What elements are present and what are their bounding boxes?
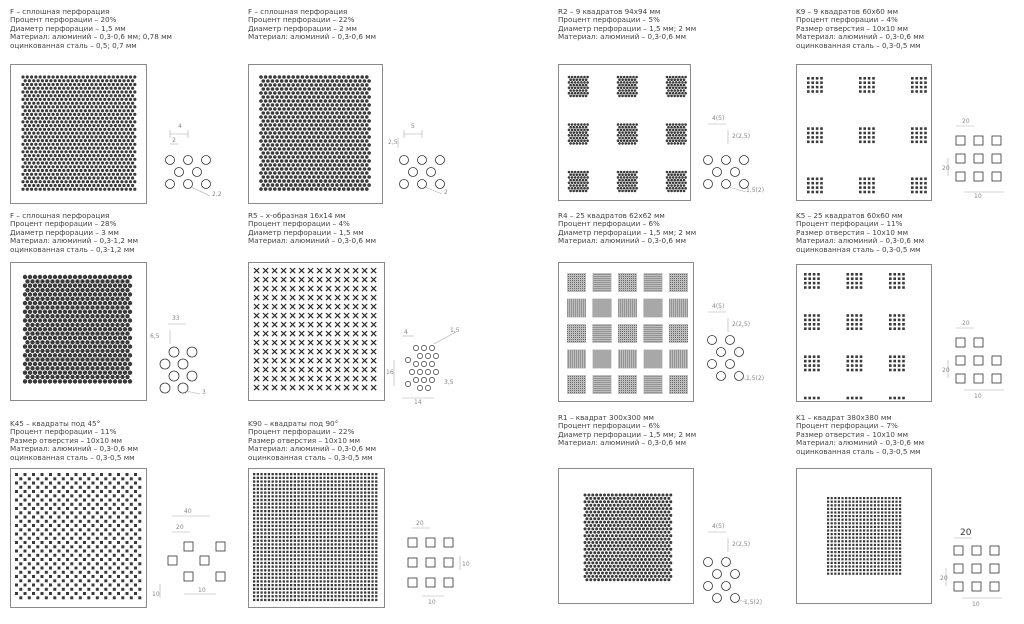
dim-offset: 2(2,5)	[732, 541, 750, 548]
dimension-drawing	[400, 520, 480, 606]
pattern-square-clusters	[797, 65, 931, 200]
panel-description: R5 – х-образная 16х14 мм Процент перфорации – 4% Диаметр перфорации – 1,5 мм Материал: алюминий – 0,3-0,6 мм	[248, 212, 498, 246]
hole-layout-diagram	[942, 118, 1022, 204]
perforation-sample	[248, 64, 383, 204]
perforation-sample	[10, 262, 147, 401]
pattern-square-clusters	[559, 263, 693, 401]
dimension-drawing	[154, 506, 234, 602]
dim-pitch: 33	[172, 315, 180, 322]
perforation-sample	[10, 468, 147, 608]
dim-vertical: 20	[942, 367, 950, 374]
dimension-drawing	[698, 516, 773, 608]
perforation-sample	[10, 64, 147, 204]
pattern-round-square	[559, 469, 693, 603]
dim-size: 10	[974, 393, 982, 400]
dim-diameter: 1,5(2)	[746, 375, 764, 382]
dimension-drawing	[386, 108, 461, 200]
dim-pitch: 4	[178, 123, 182, 130]
dim-offset: 4	[404, 329, 408, 336]
panel-description: F – сплошная перфорация Процент перфорации – 28% Диаметр перфорации – 3 мм Материал: алюминий – 0,3-1,2 мм оцинкованная сталь – 0,3-1,2 мм	[10, 212, 260, 254]
dimension-drawing	[394, 326, 470, 406]
dim-vertical: 10	[462, 561, 470, 568]
pattern-x-shaped	[249, 263, 384, 400]
panel-k9	[796, 8, 1024, 212]
panel-f28	[10, 212, 260, 416]
dim-offset: 2	[172, 137, 176, 144]
dim-vertical: 20	[940, 575, 948, 582]
perforation-sample	[796, 468, 932, 604]
panel-description: K90 – квадраты под 90° Процент перфорации – 22% Размер отверстия – 10х10 мм Материал: алюминий – 0,3-0,6 мм оцинкованная сталь – 0,3-0,5 мм	[248, 420, 498, 462]
dimension-drawing	[698, 296, 773, 388]
pattern-square-clusters	[559, 65, 690, 200]
panel-r1	[558, 414, 808, 618]
dim-size: 10	[428, 599, 436, 606]
hole-layout-diagram	[400, 520, 480, 606]
panel-k45	[10, 420, 260, 624]
dimension-drawing	[942, 320, 1022, 406]
hole-layout-diagram	[156, 310, 226, 402]
pattern-square-clusters	[797, 265, 931, 401]
hole-layout-diagram	[698, 296, 773, 388]
dim-pitch: 20	[962, 118, 970, 125]
dim-horizontal: 14	[414, 399, 422, 406]
panel-description: K1 – квадрат 380х380 мм Процент перфорации – 7% Размер отверстия – 10х10 мм Материал: алюминий – 0,3-0,6 мм оцинкованная сталь – 0,3-0,5 мм	[796, 414, 1024, 456]
panel-description: K5 – 25 квадратов 60х60 мм Процент перфорации – 11% Размер отверстия – 10х10 мм Материал: алюминий – 0,3-0,6 мм оцинкованная сталь – 0,3-0,5 мм	[796, 212, 1024, 254]
panel-r2	[558, 8, 808, 212]
dim-offset: 2(2,5)	[732, 133, 750, 140]
perforation-sample	[248, 262, 385, 401]
dimension-drawing	[940, 526, 1020, 612]
panel-r5	[248, 212, 498, 416]
dim-pitch: 4(5)	[712, 303, 724, 310]
dim-pitch: 20	[962, 320, 970, 327]
perforation-sample	[248, 468, 385, 608]
pattern-round-stagger	[249, 65, 382, 203]
pattern-square-90	[249, 469, 384, 607]
dim-diameter: 2,2	[212, 191, 222, 198]
hole-layout-diagram	[698, 108, 773, 200]
pattern-round-stagger	[11, 65, 146, 203]
panel-f20	[10, 8, 260, 212]
panel-description: R2 – 9 квадратов 94х94 мм Процент перфорации – 5% Диаметр перфорации – 1,5 мм; 2 мм Материал: алюминий – 0,3-0,6 мм	[558, 8, 808, 42]
hole-layout-diagram	[394, 326, 470, 406]
panel-k90	[248, 420, 498, 624]
dim-size: 10	[198, 587, 206, 594]
dim-pitch-diagonal: 40	[184, 508, 192, 515]
panel-r4	[558, 212, 808, 416]
hole-layout-diagram	[154, 506, 234, 602]
perforation-sample	[796, 264, 932, 402]
panel-k1	[796, 414, 1024, 618]
panel-description: R1 – квадрат 300х300 мм Процент перфорации – 6% Диаметр перфорации – 1,5 мм; 2 мм Материал: алюминий – 0,3-0,6 мм	[558, 414, 808, 448]
dim-diameter: 3	[202, 389, 206, 396]
perforation-sample	[558, 262, 694, 402]
dim-pitch: 20	[176, 524, 184, 531]
dim-offset: 6,5	[150, 333, 160, 340]
dimension-drawing	[156, 310, 226, 402]
dim-diameter: 2	[444, 189, 448, 196]
dimension-drawing	[158, 108, 228, 200]
hole-layout-diagram	[940, 526, 1020, 612]
dim-gap: 3,5	[444, 379, 454, 386]
dim-offset: 2,5	[388, 139, 398, 146]
dim-diameter: 1,5	[450, 327, 460, 334]
panel-k5	[796, 212, 1024, 416]
panel-description: R4 – 25 квадратов 62х62 мм Процент перфорации – 6% Диаметр перфорации – 1,5 мм; 2 мм Материал: алюминий – 0,3-0,6 мм	[558, 212, 808, 246]
dim-vertical: 16	[386, 369, 394, 376]
dim-pitch: 4(5)	[712, 523, 724, 530]
dim-size: 10	[972, 601, 980, 608]
dim-diameter: 1,5(2)	[744, 599, 762, 606]
dim-vertical: 10	[152, 591, 160, 598]
hole-layout-diagram	[942, 320, 1022, 406]
hole-layout-diagram	[386, 108, 461, 200]
dim-size: 10	[974, 193, 982, 200]
dim-pitch: 20	[960, 528, 972, 538]
panel-description: K45 – квадраты под 45° Процент перфорации – 11% Размер отверстия – 10х10 мм Материал: алюминий – 0,3-0,6 мм оцинкованная сталь – 0,3-0,5 мм	[10, 420, 260, 462]
perforation-sample	[558, 64, 691, 201]
perforation-sample	[558, 468, 694, 604]
panel-description: K9 – 9 квадратов 60х60 мм Процент перфорации – 4% Размер отверстия – 10х10 мм Материал: алюминий – 0,3-0,6 мм оцинкованная сталь – 0,3-0,5 мм	[796, 8, 1024, 50]
dimension-drawing	[698, 108, 773, 200]
dim-diameter: 1,5(2)	[746, 187, 764, 194]
dim-pitch: 4(5)	[712, 115, 724, 122]
dim-offset: 2(2,5)	[732, 321, 750, 328]
dimension-drawing	[942, 118, 1022, 204]
panel-description: F – сплошная перфорация Процент перфорации – 22% Диаметр перфорации – 2 мм Материал: алюминий – 0,3-0,6 мм	[248, 8, 498, 42]
hole-layout-diagram	[158, 108, 228, 200]
pattern-round-stagger	[11, 263, 146, 400]
panel-description: F – сплошная перфорация Процент перфорации – 20% Диаметр перфорации – 1,5 мм Материал: алюминий – 0,3-0,6 мм; 0,78 мм оцинкованная сталь – 0,5; 0,7 мм	[10, 8, 260, 50]
hole-layout-diagram	[698, 516, 773, 608]
perforation-sample	[796, 64, 932, 201]
dim-pitch: 5	[411, 123, 415, 130]
panel-f22	[248, 8, 498, 212]
pattern-square-45	[11, 469, 146, 607]
dim-pitch: 20	[416, 520, 424, 527]
pattern-square-block	[797, 469, 931, 603]
dim-vertical: 20	[942, 165, 950, 172]
